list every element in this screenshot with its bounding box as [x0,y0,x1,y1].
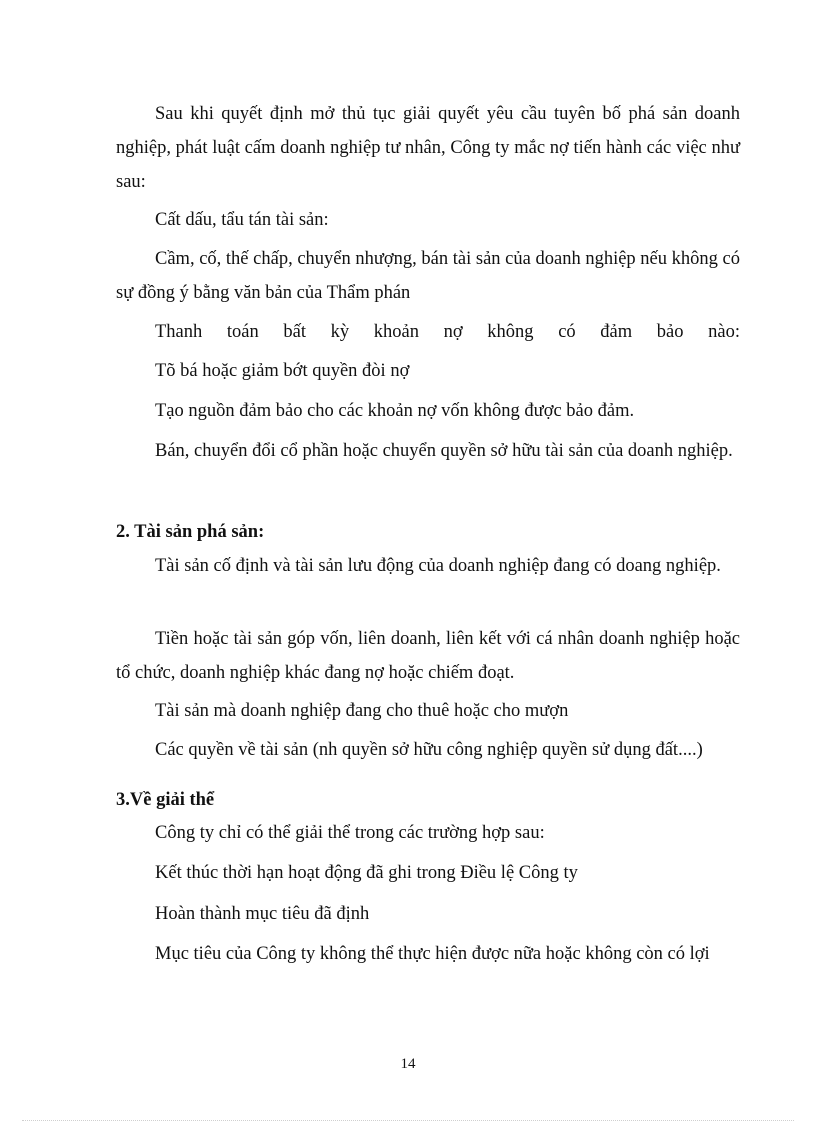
paragraph-dissolution: Công ty chỉ có thể giải thể trong các trường hợp sau: [155,823,545,843]
paragraph-dissolution: Hoàn thành mục tiêu đã định [155,904,370,924]
paragraph-list-item: Tõ bá hoặc giảm bớt quyền đòi nợ [155,361,410,381]
paragraph-list-item: Thanh toán bất kỳ khoản nợ không có đảm bảo nào: [155,322,740,342]
paragraph-list-item: Cầm, cố, thế chấp, chuyển nhượng, bán tài sản của doanh nghiệp nếu không có sự đồng ý bằng văn bản của Thẩm phán [116,249,740,303]
paragraph-asset: Tài sản cố định và tài sản lưu động của doanh nghiệp đang có doang nghiệp. [155,556,721,576]
section-heading-3: 3.Về giải thể [116,790,215,810]
paragraph-list-item: Tạo nguồn đảm bảo cho các khoản nợ vốn không được bảo đảm. [155,401,635,421]
paragraph-intro: Sau khi quyết định mở thủ tục giải quyết yêu cầu tuyên bố phá sản doanh nghiệp, phát luật cấm doanh nghiệp tư nhân, Công ty mắc nợ tiến hành các việc như sau: [116,104,740,192]
paragraph-list-item: Bán, chuyển đổi cổ phần hoặc chuyển quyền sở hữu tài sản của doanh nghiệp. [155,441,733,461]
paragraph-list-item: Cất dấu, tẩu tán tài sản: [155,210,329,230]
page-bottom-rule [22,1120,794,1121]
paragraph-dissolution: Kết thúc thời hạn hoạt động đã ghi trong Điều lệ Công ty [155,863,578,883]
paragraph-asset: Tiền hoặc tài sản góp vốn, liên doanh, liên kết với cá nhân doanh nghiệp hoặc tổ chức, doanh nghiệp khác đang nợ hoặc chiếm đoạt. [116,629,740,683]
section-heading-2: 2. Tài sản phá sản: [116,522,265,542]
page-number: 14 [400,1056,416,1072]
paragraph-asset: Tài sản mà doanh nghiệp đang cho thuê hoặc cho mượn [155,701,569,721]
paragraph-dissolution: Mục tiêu của Công ty không thể thực hiện được nữa hoặc không còn có lợi [155,944,710,964]
paragraph-asset: Các quyền về tài sản (nh quyền sở hữu công nghiệp quyền sử dụng đất....) [155,740,703,760]
